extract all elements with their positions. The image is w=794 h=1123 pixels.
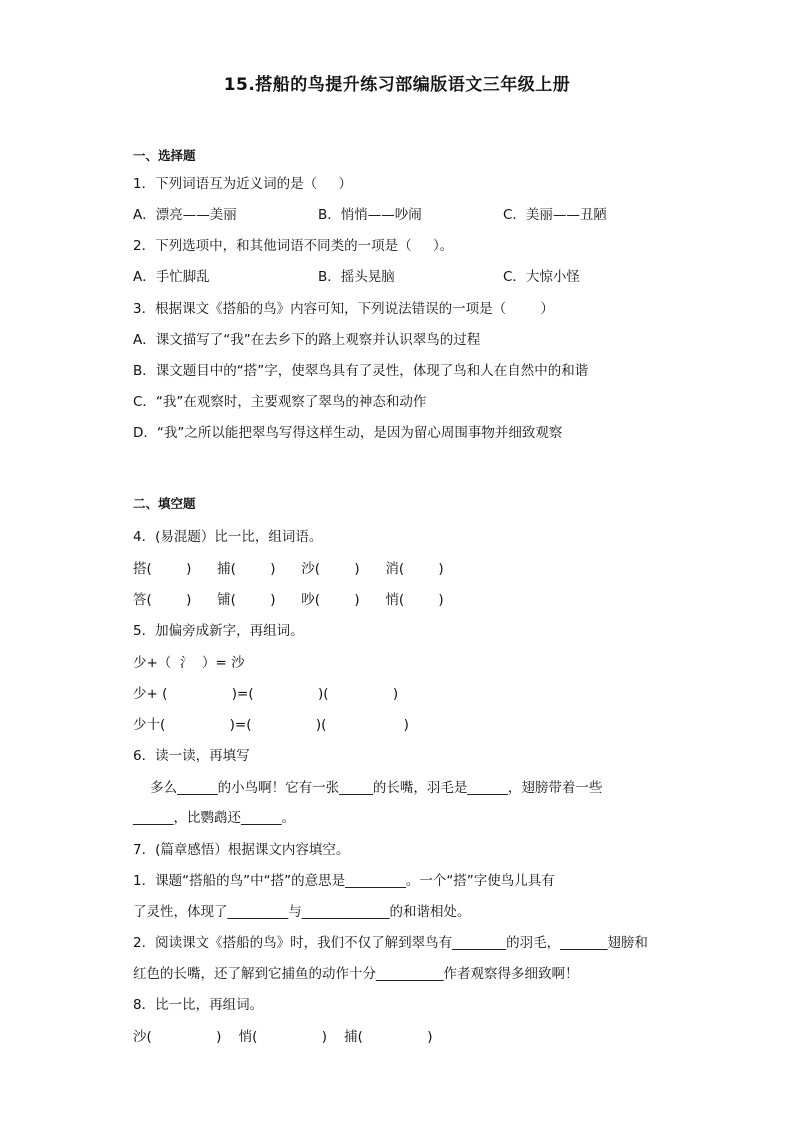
question-1-option-c: C．美丽——丑陋 <box>503 207 607 223</box>
question-2-option-b: B．摇头晃脑 <box>318 269 395 285</box>
question-4-row-1: 搭( ) 捕( ) 沙( ) 消( ) <box>133 561 444 577</box>
section-heading-choice: 一、选择题 <box>133 148 196 163</box>
question-5-row-2: 少+ ( )=( )( ) <box>133 686 399 702</box>
question-3-option-b: B．课文题目中的“搭”字，使翠鸟具有了灵性，体现了鸟和人在自然中的和谐 <box>133 363 589 379</box>
page-title: 15.搭船的鸟提升练习部编版语文三年级上册 <box>223 75 571 95</box>
question-3-stem: 3．根据课文《搭船的鸟》内容可知，下列说法错误的一项是（ ） <box>133 301 554 317</box>
question-2-option-a: A．手忙脚乱 <box>133 269 210 285</box>
question-1-option-a: A．漂亮——美丽 <box>133 207 237 223</box>
question-1-option-b: B．悄悄——吵闹 <box>318 207 422 223</box>
question-5-row-3: 少十( )=( )( ) <box>133 717 409 733</box>
question-7-line-3: 2．阅读课文《搭船的鸟》时，我们不仅了解到翠鸟有________的羽毛，_______翅膀和 <box>133 935 648 951</box>
question-3-option-a: A．课文描写了“我”在去乡下的路上观察并认识翠鸟的过程 <box>133 332 481 348</box>
question-7-line-2: 了灵性，体现了_________与_____________的和谐相处。 <box>133 904 471 920</box>
question-6-line-1: 多么______的小鸟啊！它有一张_____的长嘴，羽毛是______，翅膀带着一些 <box>133 780 603 796</box>
question-2-stem: 2．下列选项中，和其他词语不同类的一项是（ ）。 <box>133 238 454 254</box>
question-3-option-d: D．“我”之所以能把翠鸟写得这样生动，是因为留心周围事物并细致观察 <box>133 425 563 441</box>
section-heading-fill: 二、填空题 <box>133 496 196 511</box>
question-7-line-1: 1．课题“搭船的鸟”中“搭”的意思是_________。一个“搭”字使鸟儿具有 <box>133 873 555 889</box>
question-7-stem: 7．(篇章感悟）根据课文内容填空。 <box>133 842 350 858</box>
question-3-option-c: C．“我”在观察时，主要观察了翠鸟的神态和动作 <box>133 394 427 410</box>
question-8-stem: 8．比一比，再组词。 <box>133 997 264 1013</box>
question-6-line-2: ______，比鹦鹉还______。 <box>133 810 295 826</box>
question-4-row-2: 答( ) 铺( ) 吵( ) 悄( ) <box>133 592 444 608</box>
question-2-option-c: C．大惊小怪 <box>503 269 580 285</box>
question-5-stem: 5．加偏旁成新字，再组词。 <box>133 623 304 639</box>
question-4-stem: 4．(易混题）比一比，组词语。 <box>133 529 323 545</box>
question-6-stem: 6．读一读，再填写 <box>133 748 250 764</box>
question-5-row-1: 少+（ 氵 ）= 沙 <box>133 655 245 671</box>
question-7-line-4: 红色的长嘴，还了解到它捕鱼的动作十分__________作者观察得多细致啊！ <box>133 966 579 982</box>
question-8-row-1: 沙( ) 悄( ) 捕( ) <box>133 1029 433 1045</box>
question-1-stem: 1．下列词语互为近义词的是（ ） <box>133 176 353 192</box>
